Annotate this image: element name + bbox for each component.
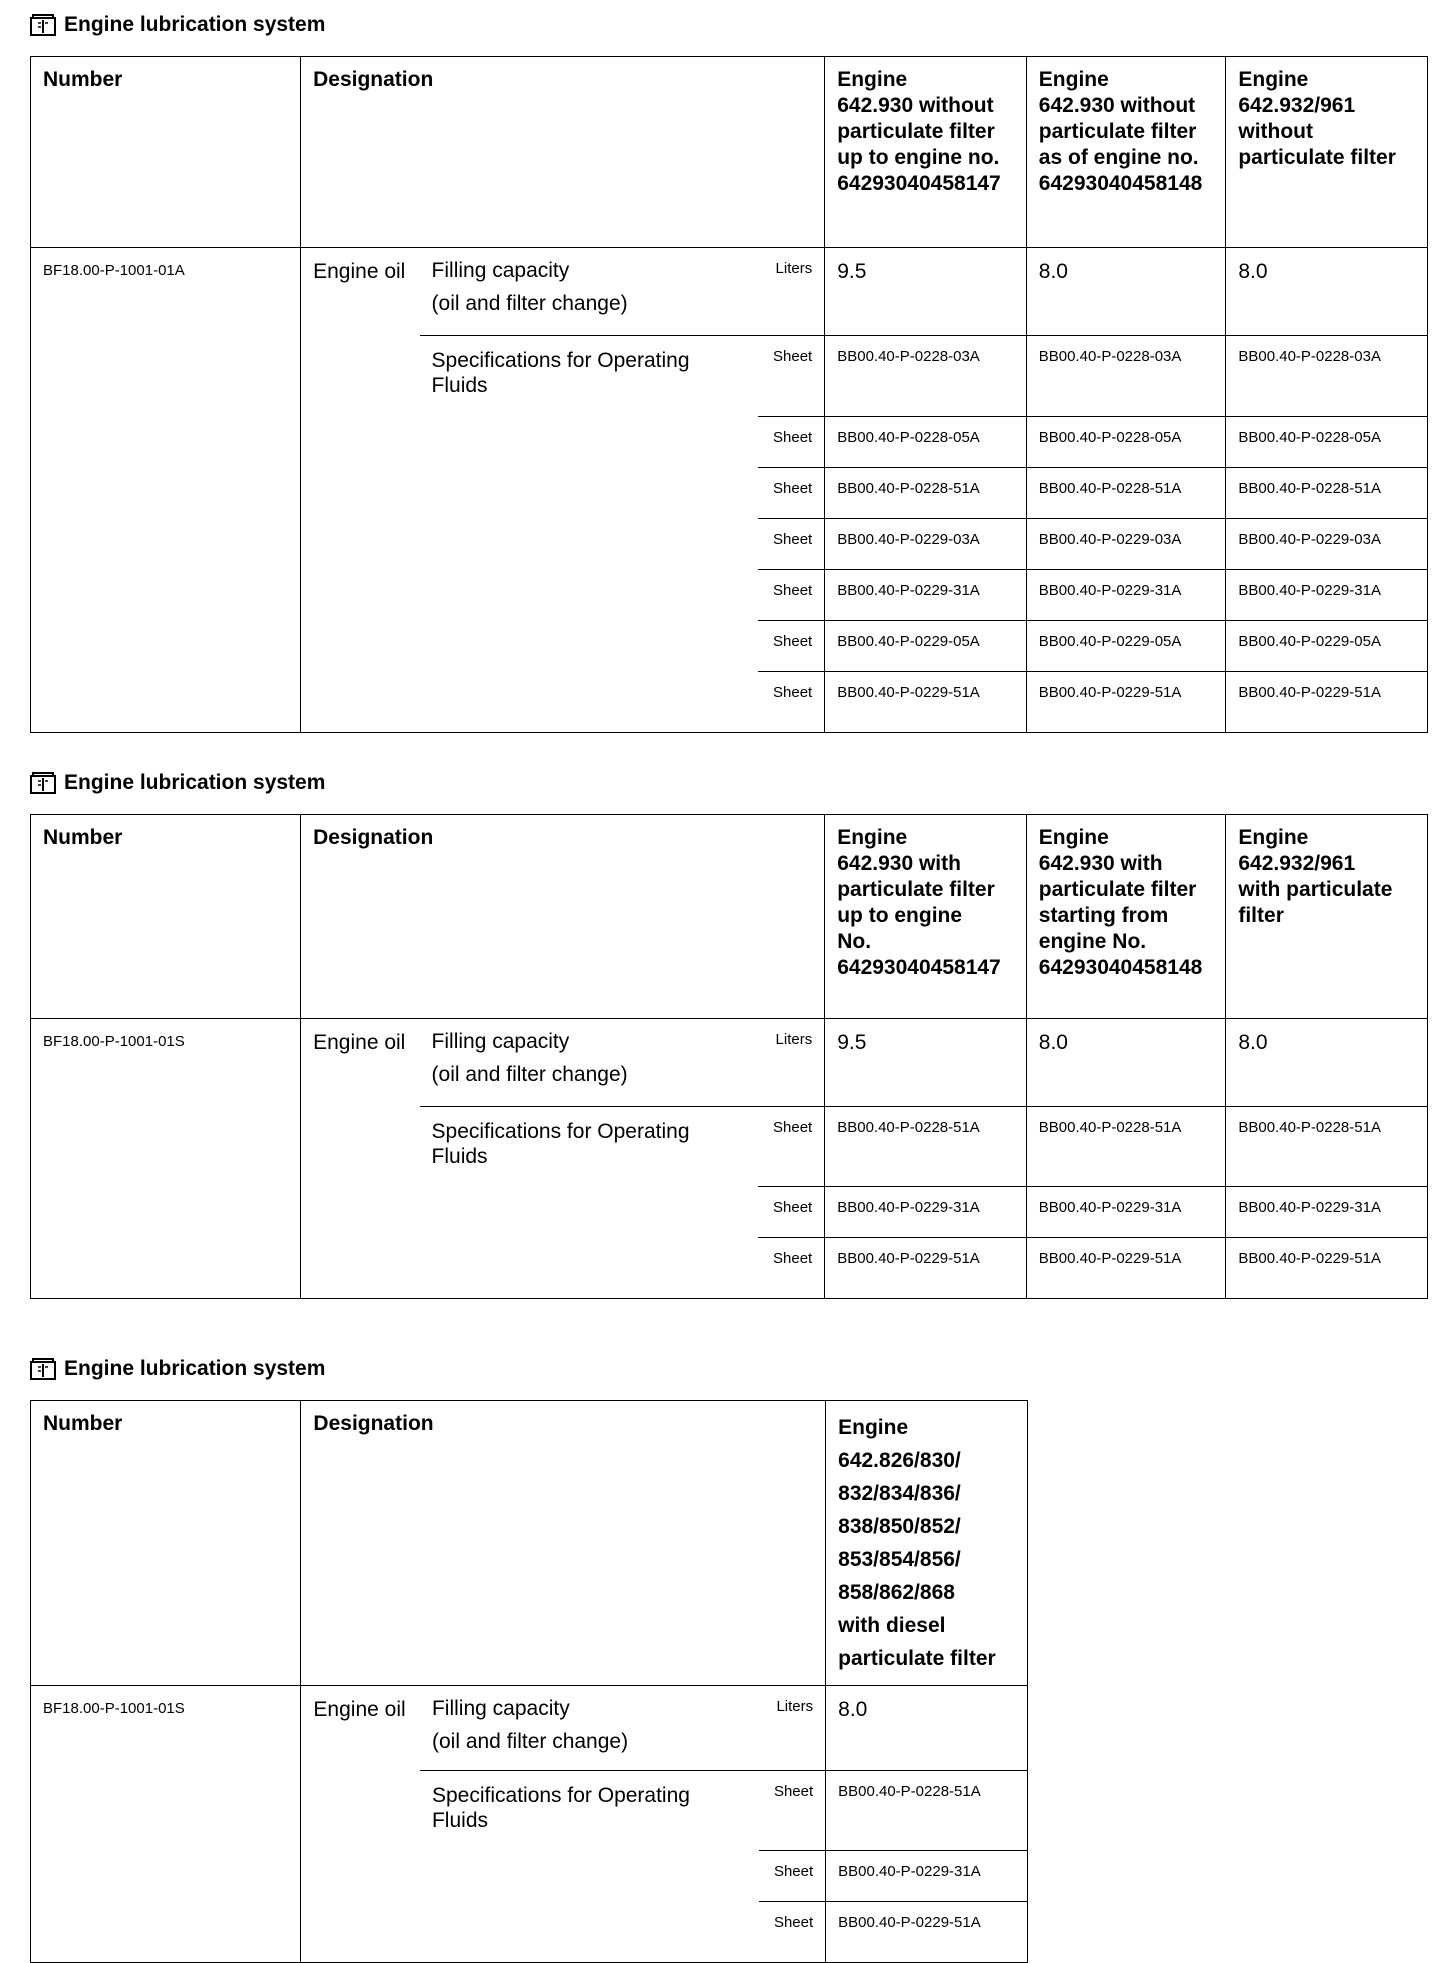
- designation-header: Designation: [301, 815, 825, 1019]
- spec-label: Specifications for Operating Fluids: [420, 336, 759, 733]
- capacity-value: 9.5: [825, 1019, 1027, 1107]
- section-title: [30, 1356, 325, 1382]
- sheet-ref[interactable]: BB00.40-P-0228-03A: [825, 336, 1027, 417]
- spec-table-3: [30, 1400, 1028, 1963]
- unit-label: Sheet: [758, 1238, 825, 1299]
- spec-label: Specifications for Operating Fluids: [420, 1771, 759, 1963]
- section-title: [30, 12, 325, 38]
- book-icon: [30, 1358, 56, 1380]
- number-header: Number: [31, 815, 301, 1019]
- engine-header: Engine 642.930 with particulate filter starting from engine No. 64293040458148: [1026, 815, 1226, 1019]
- sheet-ref[interactable]: BB00.40-P-0229-51A: [825, 672, 1027, 733]
- capacity-value: 8.0: [1026, 248, 1226, 336]
- engine-header: Engine 642.826/830/ 832/834/836/ 838/850/852/ 853/854/856/ 858/862/868 with diesel particulate filter: [826, 1401, 1028, 1686]
- engine-header: Engine 642.932/961 without particulate filter: [1226, 57, 1428, 248]
- sheet-ref[interactable]: BB00.40-P-0228-05A: [825, 417, 1027, 468]
- item-name: Engine oil: [301, 248, 420, 733]
- item-name: Engine oil: [301, 1019, 420, 1299]
- capacity-value: 9.5: [825, 248, 1027, 336]
- section-title-text: Engine lubrication system: [64, 13, 326, 36]
- section-title: [30, 770, 325, 796]
- sheet-ref[interactable]: BB00.40-P-0229-51A: [1026, 1238, 1226, 1299]
- sheet-ref[interactable]: BB00.40-P-0229-31A: [1026, 1187, 1226, 1238]
- section-title-text: Engine lubrication system: [64, 1357, 326, 1380]
- capacity-value: 8.0: [1226, 1019, 1428, 1107]
- capacity-label: Filling capacity (oil and filter change): [420, 1686, 759, 1771]
- part-number: BF18.00-P-1001-01S: [31, 1686, 301, 1963]
- engine-header: Engine 642.930 with particulate filter up to engine No. 64293040458147: [825, 815, 1027, 1019]
- sheet-ref[interactable]: BB00.40-P-0229-51A: [1226, 1238, 1428, 1299]
- sheet-ref[interactable]: BB00.40-P-0229-03A: [825, 519, 1027, 570]
- unit-label: Sheet: [759, 1771, 826, 1851]
- sheet-ref[interactable]: BB00.40-P-0229-05A: [825, 621, 1027, 672]
- item-name: Engine oil: [301, 1686, 420, 1963]
- unit-label: Sheet: [758, 519, 825, 570]
- sheet-ref[interactable]: BB00.40-P-0229-03A: [1226, 519, 1428, 570]
- sheet-ref[interactable]: BB00.40-P-0229-31A: [1226, 570, 1428, 621]
- sheet-ref[interactable]: BB00.40-P-0228-51A: [1226, 1107, 1428, 1187]
- engine-header: Engine 642.930 without particulate filter up to engine no. 64293040458147: [825, 57, 1027, 248]
- sheet-ref[interactable]: BB00.40-P-0229-51A: [826, 1902, 1028, 1963]
- sheet-ref[interactable]: BB00.40-P-0228-03A: [1226, 336, 1428, 417]
- sheet-ref[interactable]: BB00.40-P-0228-51A: [1226, 468, 1428, 519]
- number-header: Number: [31, 57, 301, 248]
- capacity-value: 8.0: [1026, 1019, 1226, 1107]
- capacity-label: Filling capacity (oil and filter change): [420, 1019, 759, 1107]
- sheet-ref[interactable]: BB00.40-P-0229-03A: [1026, 519, 1226, 570]
- book-icon: [30, 772, 56, 794]
- sheet-ref[interactable]: BB00.40-P-0228-51A: [1026, 468, 1226, 519]
- sheet-ref[interactable]: BB00.40-P-0229-31A: [1026, 570, 1226, 621]
- unit-label: Sheet: [758, 672, 825, 733]
- sheet-ref[interactable]: BB00.40-P-0228-51A: [825, 1107, 1027, 1187]
- capacity-value: 8.0: [1226, 248, 1428, 336]
- spec-label: Specifications for Operating Fluids: [420, 1107, 759, 1299]
- unit-label: Liters: [758, 1019, 825, 1107]
- unit-label: Sheet: [758, 1107, 825, 1187]
- designation-header: Designation: [301, 1401, 826, 1686]
- designation-header: Designation: [301, 57, 825, 248]
- part-number: BF18.00-P-1001-01A: [31, 248, 301, 733]
- sheet-ref[interactable]: BB00.40-P-0228-51A: [1026, 1107, 1226, 1187]
- unit-label: Sheet: [758, 570, 825, 621]
- number-header: Number: [31, 1401, 301, 1686]
- sheet-ref[interactable]: BB00.40-P-0229-31A: [826, 1851, 1028, 1902]
- sheet-ref[interactable]: BB00.40-P-0229-51A: [1226, 672, 1428, 733]
- sheet-ref[interactable]: BB00.40-P-0228-51A: [826, 1771, 1028, 1851]
- spec-table-2: [30, 814, 1428, 1299]
- unit-label: Sheet: [758, 621, 825, 672]
- unit-label: Sheet: [759, 1902, 826, 1963]
- section-title-text: Engine lubrication system: [64, 771, 326, 794]
- engine-header: Engine 642.932/961 with particulate filter: [1226, 815, 1428, 1019]
- sheet-ref[interactable]: BB00.40-P-0228-03A: [1026, 336, 1226, 417]
- sheet-ref[interactable]: BB00.40-P-0229-51A: [1026, 672, 1226, 733]
- book-icon: [30, 14, 56, 36]
- sheet-ref[interactable]: BB00.40-P-0229-31A: [825, 1187, 1027, 1238]
- unit-label: Liters: [758, 248, 825, 336]
- engine-header: Engine 642.930 without particulate filter as of engine no. 64293040458148: [1026, 57, 1226, 248]
- sheet-ref[interactable]: BB00.40-P-0228-05A: [1226, 417, 1428, 468]
- sheet-ref[interactable]: BB00.40-P-0228-51A: [825, 468, 1027, 519]
- capacity-label: Filling capacity (oil and filter change): [420, 248, 759, 336]
- unit-label: Sheet: [758, 336, 825, 417]
- unit-label: Sheet: [758, 1187, 825, 1238]
- unit-label: Liters: [759, 1686, 826, 1771]
- sheet-ref[interactable]: BB00.40-P-0229-05A: [1026, 621, 1226, 672]
- unit-label: Sheet: [759, 1851, 826, 1902]
- part-number: BF18.00-P-1001-01S: [31, 1019, 301, 1299]
- sheet-ref[interactable]: BB00.40-P-0228-05A: [1026, 417, 1226, 468]
- unit-label: Sheet: [758, 468, 825, 519]
- capacity-value: 8.0: [826, 1686, 1028, 1771]
- unit-label: Sheet: [758, 417, 825, 468]
- sheet-ref[interactable]: BB00.40-P-0229-31A: [1226, 1187, 1428, 1238]
- spec-table-1: [30, 56, 1428, 733]
- sheet-ref[interactable]: BB00.40-P-0229-31A: [825, 570, 1027, 621]
- sheet-ref[interactable]: BB00.40-P-0229-51A: [825, 1238, 1027, 1299]
- sheet-ref[interactable]: BB00.40-P-0229-05A: [1226, 621, 1428, 672]
